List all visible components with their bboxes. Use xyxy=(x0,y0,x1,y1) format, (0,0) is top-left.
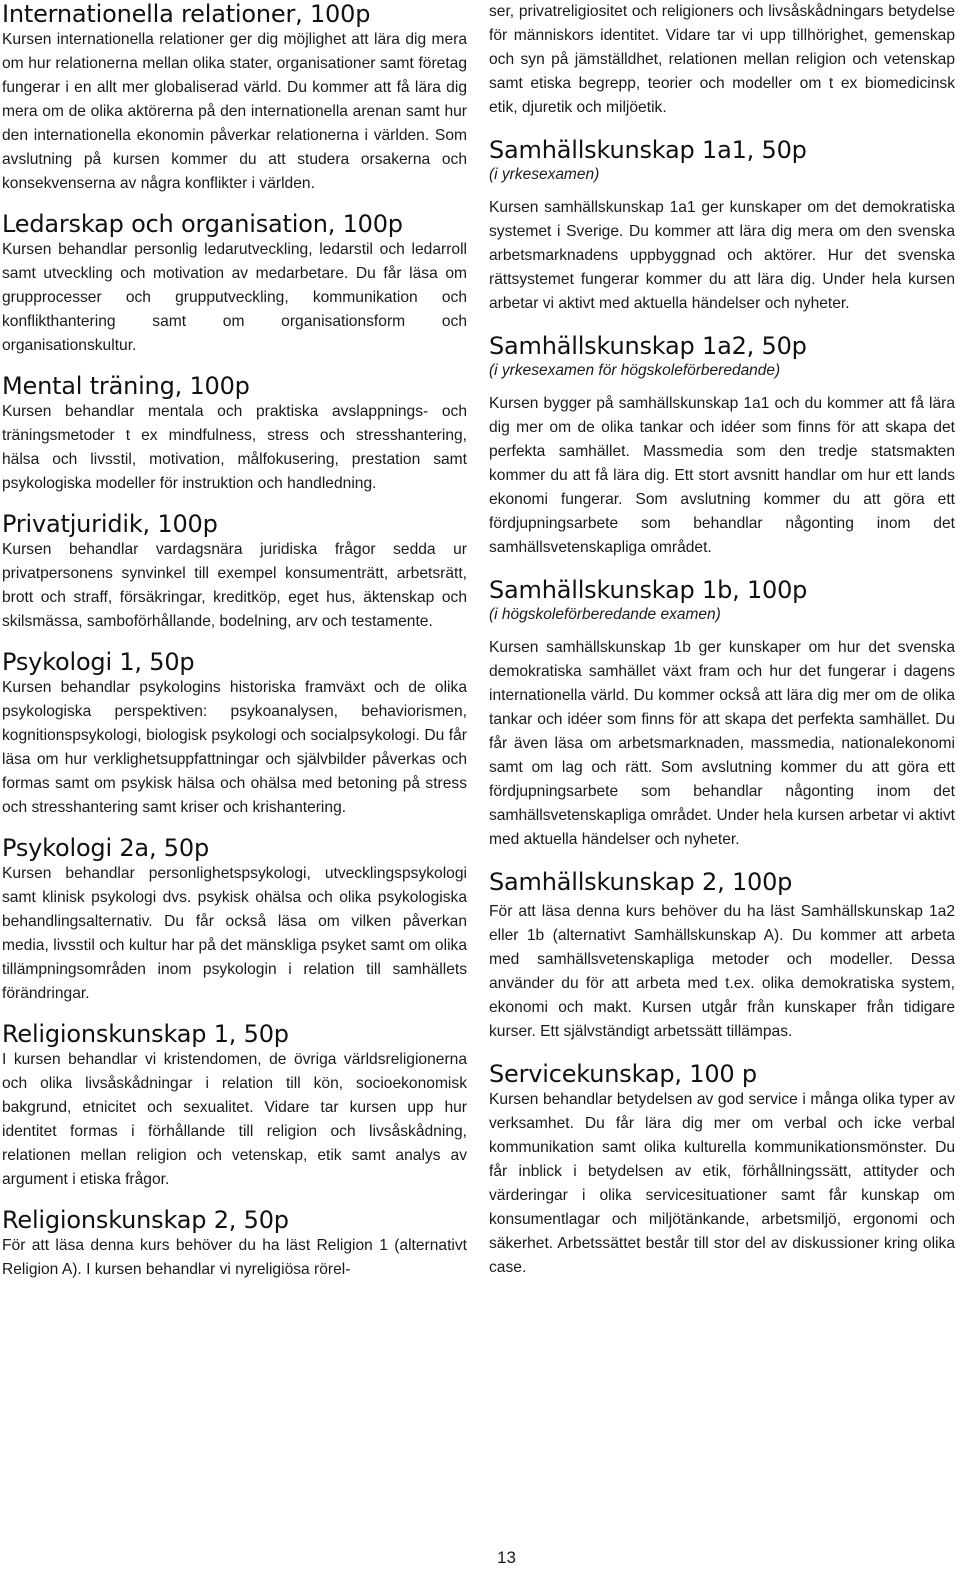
course-description: Kursen bygger på samhällskunskap 1a1 och du kommer att få lära dig mer om de olika tankar och idéer som finns för att skapa det perfekta samhället. Massmedia som den tredje statsmakten kommer du att få lära dig. Ett stort avsnitt handlar om hur ett lands ekonomi fungerar. Som avslutning kommer du att göra ett fördjupningsarbete som behandlar någonting inom det samhällsvetenskapliga området. xyxy=(489,395,955,556)
course-description: Kursen behandlar mentala och praktiska avslappnings- och träningsmetoder t ex mindfulness, stress och stresshantering, hälsa och livsstil, motivation, målfokusering, prestation samt psykologiska modeller för instruktion och handledning. xyxy=(2,403,467,492)
course-section xyxy=(2,510,467,634)
course-title: Psykologi 1, 50p xyxy=(2,648,195,676)
course-title: Servicekunskap, 100 p xyxy=(489,1060,757,1088)
course-title: Samhällskunskap 1b, 100p xyxy=(489,576,808,604)
course-section xyxy=(489,576,955,852)
course-section xyxy=(2,0,467,196)
course-section xyxy=(2,834,467,1006)
course-section xyxy=(489,1060,955,1280)
course-section xyxy=(2,1020,467,1192)
continued-text xyxy=(489,0,955,120)
course-section xyxy=(489,868,955,1044)
course-title: Privatjuridik, 100p xyxy=(2,510,218,538)
course-description: Kursen behandlar betydelsen av god service i många olika typer av verksamhet. Du får lära dig mer om verbal och icke verbal kommunikation samt olika kulturella kommunikationsmönster. Du får inblick i betydelsen av etik, förhållningssätt, attityder och värderingar i olika servicesituationer samt får kunskap om konsumentlagar och miljötänkande, arbetsmiljö, ergonomi och säkerhet. Arbetssättet består till stor del av diskussioner kring olika case. xyxy=(489,1091,955,1276)
course-title: Samhällskunskap 1a1, 50p xyxy=(489,136,807,164)
left-column xyxy=(2,0,467,1296)
course-description: Kursen behandlar personlighetspsykologi, utvecklingspsykologi samt klinisk psykologi dvs. psykisk ohälsa och olika psykologiska behandlingsalternativ. Du får också läsa om vilken påverkan media, livsstil och kultur har på det mänskliga psyket samt om olika tillämpningsområden inom psykologin i relation till samhällets förändringar. xyxy=(2,865,467,1002)
course-description: Kursen behandlar personlig ledarutveckling, ledarstil och ledarroll samt utveckling och motivation av medarbetare. Du får läsa om grupprocesser och grupputveckling, kommunikation och konflikthantering samt om organisationsform och organisationskultur. xyxy=(2,241,467,354)
course-description: Kursen samhällskunskap 1a1 ger kunskaper om det demokratiska systemet i Sverige. Du kommer att lära dig mera om den svenska arbetsmarknadens uppbyggnad och aktörer. Hur det svenska rättsystemet fungerar kommer du att lära dig. Under hela kursen arbetar vi aktivt med aktuella händelser och nyheter. xyxy=(489,199,955,312)
course-subtitle: (i yrkesexamen) xyxy=(489,166,600,183)
course-subtitle: (i yrkesexamen för högskoleförberedande) xyxy=(489,362,781,379)
course-title: Internationella relationer, 100p xyxy=(2,0,371,28)
course-description: För att läsa denna kurs behöver du ha läst Samhällskunskap 1a2 eller 1b (alternativt Samhällskunskap A). Du kommer att arbeta med samhällsvetenskapliga metoder och modeller. Dessa använder du för att arbeta med t.ex. olika demokratiska system, ekonomi och makt. Kursen utgår från kunskaper från tidigare kurser. Ett självständigt arbetssätt tillämpas. xyxy=(489,903,955,1040)
course-section xyxy=(489,332,955,560)
course-title: Samhällskunskap 1a2, 50p xyxy=(489,332,807,360)
course-description: Kursen behandlar vardagsnära juridiska frågor sedda ur privatpersonens synvinkel till exempel konsumenträtt, arbetsrätt, brott och straff, försäkringar, kreditköp, eget hus, äktenskap och skilsmässa, samboförhållande, bodelning, arv och testamente. xyxy=(2,541,467,630)
course-description: För att läsa denna kurs behöver du ha läst Religion 1 (alternativt Religion A). I kursen behandlar vi nyreligiösa rörel- xyxy=(2,1237,467,1278)
right-column xyxy=(489,0,955,1296)
course-section xyxy=(489,136,955,316)
course-subtitle: (i högskoleförberedande examen) xyxy=(489,606,721,623)
course-description: I kursen behandlar vi kristendomen, de övriga världsreligionerna och olika livsåskådningar i relation till kön, socioekonomisk bakgrund, etnicitet och sexualitet. Vidare tar kursen upp hur identitet formas i förhållande till religion och livsåskådning, relationen mellan religion och vetenskap, etik samt analys av argument i etiska frågor. xyxy=(2,1051,467,1188)
course-title: Religionskunskap 2, 50p xyxy=(2,1206,289,1234)
course-section xyxy=(2,1206,467,1282)
course-section xyxy=(2,648,467,820)
course-section xyxy=(2,372,467,496)
course-description: Kursen behandlar psykologins historiska framväxt och de olika psykologiska perspektiven: psykoanalysen, behaviorismen, kognitionspsykologi, biologisk psykologi och socialpsykologi. Du får läsa om hur verklighetsuppfattningar och självbilder påverkas och formas samt om psykisk hälsa och ohälsa med betoning på stress och stresshantering samt kriser och krishantering. xyxy=(2,679,467,816)
course-title: Mental träning, 100p xyxy=(2,372,250,400)
course-title: Psykologi 2a, 50p xyxy=(2,834,209,862)
course-title: Ledarskap och organisation, 100p xyxy=(2,210,403,238)
course-title: Religionskunskap 1, 50p xyxy=(2,1020,289,1048)
course-description: Kursen internationella relationer ger dig möjlighet att lära dig mera om hur relationerna mellan olika stater, organisationer samt företag fungerar i en allt mer globaliserad värld. Du kommer att få lära dig mera om de olika aktörerna på den internationella arenan samt hur den internationella ekonomin påverkar relationerna i världen. Som avslutning på kursen kommer du att studera orsakerna och konsekvenserna av några konflikter i världen. xyxy=(2,31,467,192)
course-description-continued: ser, privatreligiositet och religioners och livsåskådningars betydelse för människors identitet. Vidare tar vi upp tillhörighet, gemenskap och syn på jämställdhet, relationen mellan religion och vetenskap samt etiska begrepp, teorier och modeller om t ex biomedicinsk etik, djuretik och miljöetik. xyxy=(489,3,955,116)
course-section xyxy=(2,210,467,358)
course-description: Kursen samhällskunskap 1b ger kunskaper om hur det svenska demokratiska samhället växt fram och hur det fungerar i dagens internationella värld. Du kommer också att lära dig mer om de olika tankar och idéer som finns för att skapa det perfekta samhället. Du får även läsa om arbetsmarknaden, massmedia, nationalekonomi samt om lag och rätt. Som avslutning kommer du att göra ett fördjupningsarbete som behandlar någonting inom det samhällsvetenskapliga området. Under hela kursen arbetar vi aktivt med aktuella händelser och nyheter. xyxy=(489,639,955,848)
course-title: Samhällskunskap 2, 100p xyxy=(489,868,793,896)
page-number: 13 xyxy=(497,1548,516,1567)
